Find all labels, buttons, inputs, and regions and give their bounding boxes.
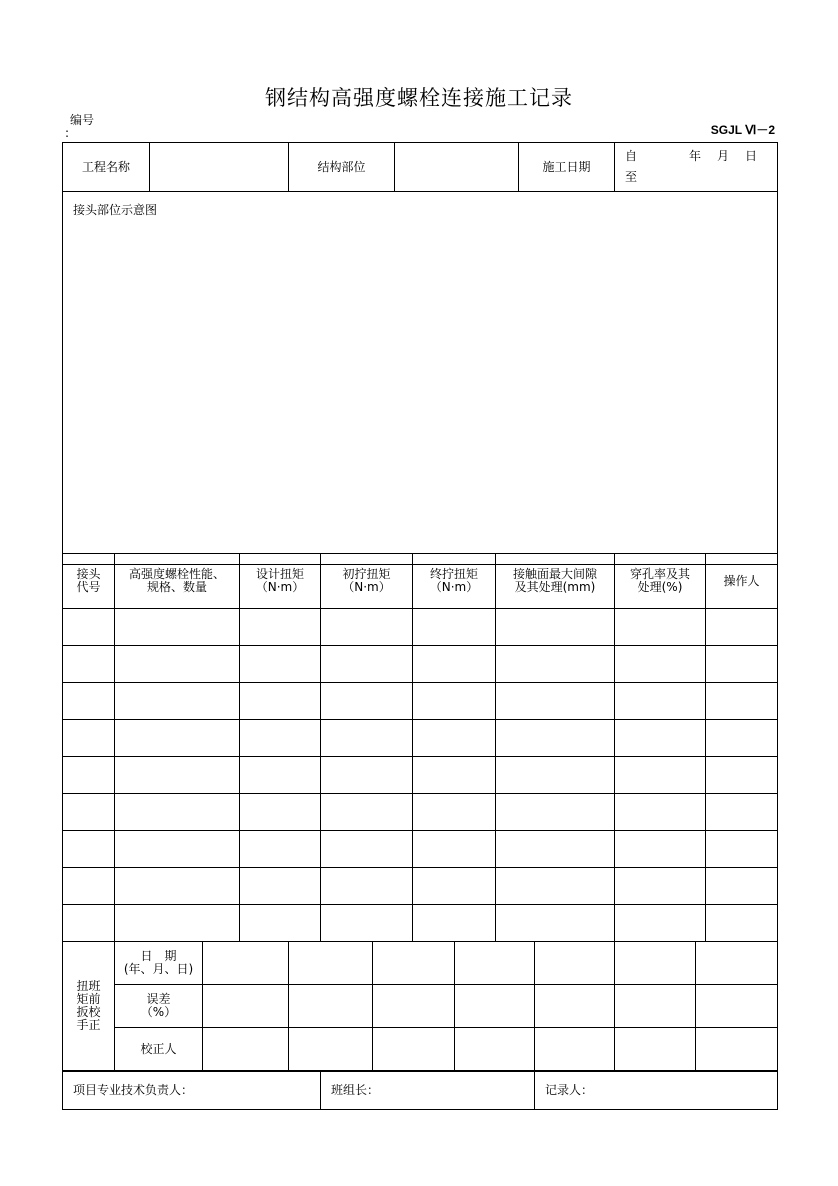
cell[interactable] [63,609,115,646]
date-to: 至 [625,170,638,184]
cell[interactable] [455,942,535,985]
cell[interactable] [63,683,115,720]
date-month: 月 [716,149,729,163]
cell[interactable] [615,720,706,757]
cell[interactable] [321,646,413,683]
cell[interactable] [535,1028,615,1071]
cell[interactable] [321,609,413,646]
cell[interactable] [615,757,706,794]
table-row [63,683,778,720]
cell[interactable] [240,794,321,831]
cell[interactable] [615,609,706,646]
col-operator: 操作人 [706,554,778,609]
cell[interactable] [496,868,615,905]
cell[interactable] [373,985,455,1028]
cell[interactable] [706,868,778,905]
cell[interactable] [373,1028,455,1071]
cell[interactable] [240,868,321,905]
cell[interactable] [203,985,289,1028]
cell[interactable] [321,868,413,905]
form-code: SGJL Ⅵ－2 [710,123,775,137]
cell[interactable] [240,757,321,794]
cell[interactable] [289,1028,373,1071]
cell[interactable] [696,985,778,1028]
cell[interactable] [696,1028,778,1071]
tech-lead-field[interactable]: 项目专业技术负责人： [63,1072,321,1110]
cell[interactable] [455,1028,535,1071]
calibration-date-label: 日 期 (年、月、日) [115,942,203,985]
cell[interactable] [706,646,778,683]
construction-date-field[interactable] [615,143,778,192]
cell[interactable] [706,905,778,942]
col-hole-rate: 穿孔率及其 处理(%) [615,554,706,609]
date-year: 年 [688,149,701,163]
cell[interactable] [706,757,778,794]
table-row [63,868,778,905]
col-joint-code: 接头 代号 [63,554,115,609]
bolt-record-table [62,553,778,942]
cell[interactable] [496,794,615,831]
cell[interactable] [706,720,778,757]
table-row [63,646,778,683]
cell[interactable] [321,757,413,794]
cell[interactable] [240,683,321,720]
cell[interactable] [413,868,496,905]
cell[interactable] [615,646,706,683]
cell[interactable] [615,1028,696,1071]
table-row [63,720,778,757]
cell[interactable] [535,985,615,1028]
cell[interactable] [115,720,240,757]
cell[interactable] [413,720,496,757]
structure-part-field[interactable] [395,143,519,192]
cell[interactable] [413,831,496,868]
signature-table [62,1071,778,1110]
cell[interactable] [496,757,615,794]
cell[interactable] [706,609,778,646]
table-row [63,794,778,831]
number-colon: : [65,126,70,140]
cell[interactable] [615,683,706,720]
cell[interactable] [706,831,778,868]
column-header-row [63,554,778,609]
cell[interactable] [373,942,455,985]
project-name-field[interactable] [150,143,289,192]
record-rows [63,609,778,942]
cell[interactable] [321,720,413,757]
cell[interactable] [115,646,240,683]
table-row [63,831,778,868]
page-title: 钢结构高强度螺栓连接施工记录 [265,86,573,110]
construction-date-label: 施工日期 [519,143,615,192]
date-from: 自 [625,149,638,163]
calibrator-label: 校正人 [115,1028,203,1071]
cell[interactable] [63,720,115,757]
team-leader-field[interactable]: 班组长： [321,1072,535,1110]
cell[interactable] [289,942,373,985]
cell[interactable] [496,609,615,646]
cell[interactable] [615,831,706,868]
number-label: 编号 [70,113,95,127]
cell[interactable] [321,831,413,868]
joint-sketch-area[interactable] [63,192,778,565]
cell[interactable] [413,794,496,831]
project-name-label: 工程名称 [63,143,150,192]
cell[interactable] [496,683,615,720]
cell[interactable] [615,985,696,1028]
col-contact-gap: 接触面最大间隙 及其处理(mm) [496,554,615,609]
structure-part-label: 结构部位 [289,143,395,192]
cell[interactable] [289,985,373,1028]
cell[interactable] [706,683,778,720]
col-final-torque: 终拧扭矩 （N·m） [413,554,496,609]
cell[interactable] [240,646,321,683]
col-initial-torque: 初拧扭矩 （N·m） [321,554,413,609]
wrench-calibration-label: 扭班 矩前 扳校 手正 [63,942,115,1071]
cell[interactable] [496,646,615,683]
cell[interactable] [63,794,115,831]
cell[interactable] [115,905,240,942]
cell[interactable] [321,794,413,831]
cell[interactable] [321,683,413,720]
cell[interactable] [413,757,496,794]
cell[interactable] [240,720,321,757]
cell[interactable] [413,905,496,942]
cell[interactable] [240,831,321,868]
col-design-torque: 设计扭矩 （N·m） [240,554,321,609]
cell[interactable] [535,942,615,985]
cell[interactable] [203,1028,289,1071]
cell[interactable] [321,905,413,942]
cell[interactable] [63,868,115,905]
cell[interactable] [115,794,240,831]
col-bolt-spec: 高强度螺栓性能、 规格、数量 [115,554,240,609]
cell[interactable] [496,720,615,757]
cell[interactable] [63,646,115,683]
cell[interactable] [115,868,240,905]
cell[interactable] [496,905,615,942]
cell[interactable] [413,646,496,683]
error-label: 误差 （%） [115,985,203,1028]
cell[interactable] [115,757,240,794]
cell[interactable] [240,905,321,942]
cell[interactable] [496,831,615,868]
cell[interactable] [615,794,706,831]
cell[interactable] [455,985,535,1028]
cell[interactable] [203,942,289,985]
date-day: 日 [744,149,757,163]
cell[interactable] [615,868,706,905]
sketch-label: 接头部位示意图 [73,203,158,217]
wrench-calibration-table [62,941,778,1071]
cell[interactable] [63,831,115,868]
cell[interactable] [706,794,778,831]
cell[interactable] [615,905,706,942]
cell[interactable] [615,942,696,985]
recorder-field[interactable]: 记录人： [535,1072,778,1110]
header-table [62,142,778,565]
cell[interactable] [63,905,115,942]
cell[interactable] [115,683,240,720]
cell[interactable] [696,942,778,985]
cell[interactable] [115,831,240,868]
cell[interactable] [240,609,321,646]
cell[interactable] [63,757,115,794]
table-row [63,757,778,794]
cell[interactable] [413,683,496,720]
cell[interactable] [413,609,496,646]
cell[interactable] [115,609,240,646]
table-row [63,609,778,646]
table-row [63,905,778,942]
